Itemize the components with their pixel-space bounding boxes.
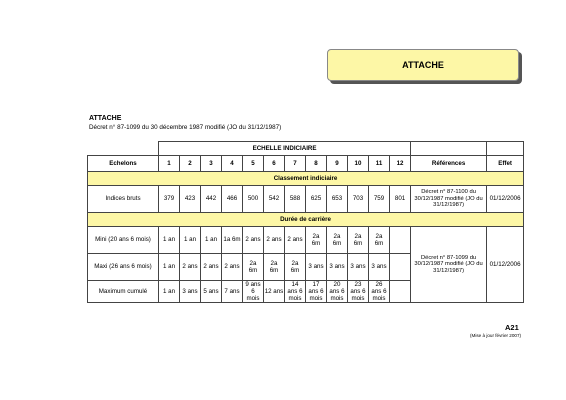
echelle-header: ECHELLE INDICIAIRE	[159, 142, 411, 156]
duree-cell: 1 an	[159, 227, 180, 254]
echelon-number: 4	[222, 156, 243, 172]
duree-cell: 2a 6m	[264, 254, 285, 281]
cumul-cell: 14 ans 6 mois	[285, 281, 306, 303]
echelon-number: 10	[348, 156, 369, 172]
doc-subtitle: Décret n° 87-1099 du 30 décembre 1987 modifié (JO du 31/12/1987)	[89, 124, 282, 131]
blank-cell	[88, 142, 159, 156]
indice-cell: 423	[180, 186, 201, 213]
echelon-number: 1	[159, 156, 180, 172]
cumul-cell	[390, 281, 411, 303]
duree-cell: 2a 6m	[327, 227, 348, 254]
page-code: A21	[505, 323, 519, 332]
duree-cell: 2a 6m	[348, 227, 369, 254]
cumul-cell: 3 ans	[180, 281, 201, 303]
indice-cell: 379	[159, 186, 180, 213]
row-label: Maximum cumulé	[88, 281, 159, 303]
indice-cell: 588	[285, 186, 306, 213]
indice-cell: 625	[306, 186, 327, 213]
echelons-header: Echelons	[88, 156, 159, 172]
duree-cell: 2a 6m	[285, 254, 306, 281]
cumul-cell: 17 ans 6 mois	[306, 281, 327, 303]
duree-cell: 2 ans	[243, 227, 264, 254]
cumul-cell: 9 ans 6 mois	[243, 281, 264, 303]
section-classement	[88, 172, 524, 186]
duree-cell	[390, 254, 411, 281]
table-row-mini	[88, 227, 524, 254]
echelon-number: 7	[285, 156, 306, 172]
blank-cell	[411, 142, 487, 156]
banner-title: ATTACHE	[402, 60, 444, 70]
duree-cell: 3 ans	[327, 254, 348, 281]
cumul-cell: 1 an	[159, 281, 180, 303]
effet-cell: 01/12/2006	[487, 186, 524, 213]
duree-cell: 2a 6m	[369, 227, 390, 254]
duree-cell	[390, 227, 411, 254]
references-header: Références	[411, 156, 487, 172]
duree-cell: 2 ans	[201, 254, 222, 281]
indice-cell: 466	[222, 186, 243, 213]
row-label: Mini (20 ans 6 mois)	[88, 227, 159, 254]
update-note: (Mise à jour février 2007)	[470, 333, 522, 338]
duree-cell: 2 ans	[264, 227, 285, 254]
echelon-number: 8	[306, 156, 327, 172]
duree-cell: 2 ans	[285, 227, 306, 254]
indice-cell: 500	[243, 186, 264, 213]
echelon-number: 3	[201, 156, 222, 172]
cumul-cell: 20 ans 6 mois	[327, 281, 348, 303]
effet-cell: 01/12/2006	[487, 227, 524, 303]
echelon-number: 6	[264, 156, 285, 172]
duree-cell: 1 an	[159, 254, 180, 281]
indice-cell: 759	[369, 186, 390, 213]
duree-cell: 3 ans	[306, 254, 327, 281]
section-title: Classement indiciaire	[88, 172, 524, 186]
indice-cell: 703	[348, 186, 369, 213]
row-label: Indices bruts	[88, 186, 159, 213]
echelon-number: 9	[327, 156, 348, 172]
cumul-cell: 26 ans 6 mois	[369, 281, 390, 303]
duree-cell: 1 an	[180, 227, 201, 254]
indice-cell: 653	[327, 186, 348, 213]
duree-cell: 3 ans	[369, 254, 390, 281]
cumul-cell: 12 ans	[264, 281, 285, 303]
duree-cell: 1a 6m	[222, 227, 243, 254]
cumul-cell: 7 ans	[222, 281, 243, 303]
title-banner	[327, 49, 519, 81]
echelon-number: 5	[243, 156, 264, 172]
echelle-table	[87, 141, 524, 303]
duree-cell: 3 ans	[348, 254, 369, 281]
indice-cell: 801	[390, 186, 411, 213]
indice-cell: 542	[264, 186, 285, 213]
table-row-indices	[88, 186, 524, 213]
duree-cell: 2 ans	[180, 254, 201, 281]
echelon-number: 11	[369, 156, 390, 172]
indice-cell: 442	[201, 186, 222, 213]
duree-cell: 1 an	[201, 227, 222, 254]
effet-header: Effet	[487, 156, 524, 172]
row-label: Maxi (26 ans 6 mois)	[88, 254, 159, 281]
duree-cell: 2a 6m	[243, 254, 264, 281]
section-duree	[88, 213, 524, 227]
header-row-echelons	[88, 156, 524, 172]
cumul-cell: 5 ans	[201, 281, 222, 303]
section-title: Durée de carrière	[88, 213, 524, 227]
duree-cell: 2 ans	[222, 254, 243, 281]
cumul-cell: 23 ans 6 mois	[348, 281, 369, 303]
echelon-number: 12	[390, 156, 411, 172]
doc-title: ATTACHE	[89, 115, 122, 122]
reference-cell: Décret n° 87-1099 du 30/12/1987 modifié (JO du 31/12/1987)	[411, 227, 487, 303]
duree-cell: 2a 6m	[306, 227, 327, 254]
header-row-echelle	[88, 142, 524, 156]
blank-cell	[487, 142, 524, 156]
reference-cell: Décret n° 87-1100 du 30/12/1987 modifié (JO du 31/12/1987)	[411, 186, 487, 213]
echelon-number: 2	[180, 156, 201, 172]
